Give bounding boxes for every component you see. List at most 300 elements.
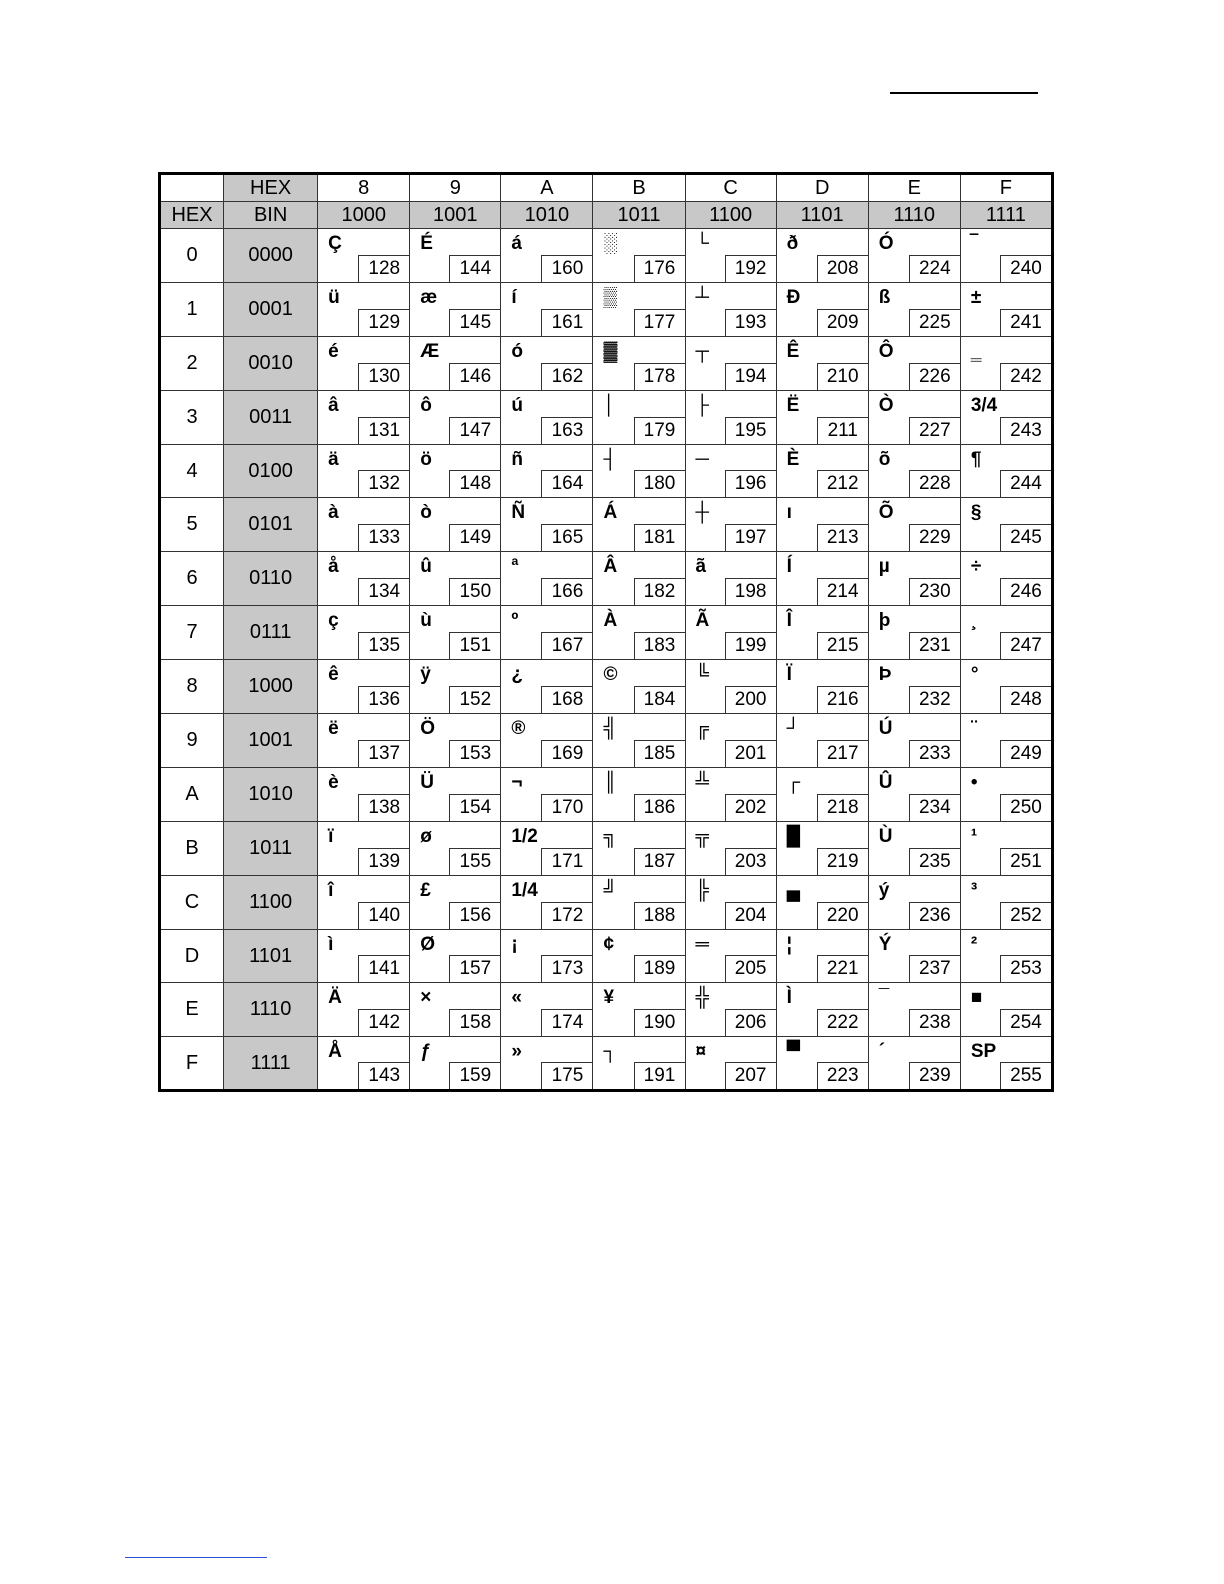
char-code: 150 (449, 578, 500, 605)
char-glyph: « (511, 987, 522, 1009)
char-code: 168 (541, 686, 592, 713)
char-cell (960, 606, 1052, 660)
char-code: 254 (1000, 1009, 1051, 1036)
char-cell (593, 1037, 685, 1091)
char-glyph: ì (328, 933, 334, 955)
char-code: 141 (358, 955, 409, 982)
char-glyph: ® (511, 718, 526, 740)
char-code: 184 (634, 686, 685, 713)
table-row (160, 336, 1053, 390)
char-glyph: þ (878, 610, 891, 632)
char-glyph: È (786, 448, 800, 470)
char-code: 160 (541, 255, 592, 282)
char-glyph: ³ (970, 879, 978, 901)
char-glyph: ï (328, 825, 334, 847)
row-hex: 5 (160, 498, 224, 552)
char-code: 229 (909, 524, 960, 551)
char-code: 232 (909, 686, 960, 713)
char-code: 209 (817, 309, 868, 336)
char-glyph: ´ (878, 1041, 886, 1063)
char-glyph: ° (970, 664, 979, 686)
char-glyph: ¥ (603, 987, 615, 1009)
char-cell (776, 229, 868, 283)
table-row (160, 875, 1053, 929)
char-code: 204 (725, 902, 776, 929)
char-glyph: Ñ (511, 502, 526, 524)
char-cell (960, 660, 1052, 714)
char-cell (776, 552, 868, 606)
char-cell (868, 714, 960, 768)
char-cell (410, 390, 501, 444)
char-code: 165 (541, 524, 592, 551)
char-cell (410, 229, 501, 283)
row-hex-label: HEX (160, 202, 224, 229)
char-cell (685, 875, 776, 929)
char-code: 253 (1000, 955, 1051, 982)
char-code: 208 (817, 255, 868, 282)
row-bin: 0000 (224, 229, 318, 283)
char-code: 138 (358, 794, 409, 821)
char-glyph: ý (878, 879, 890, 901)
char-code: 133 (358, 524, 409, 551)
char-code: 157 (449, 955, 500, 982)
char-code: 132 (358, 470, 409, 497)
char-glyph: Ü (420, 771, 434, 793)
char-cell (776, 767, 868, 821)
char-cell (685, 767, 776, 821)
char-glyph: ö (420, 448, 432, 470)
char-code: 134 (358, 578, 409, 605)
row-hex: 0 (160, 229, 224, 283)
char-glyph: ¦ (786, 933, 792, 955)
char-glyph: ┼ (695, 502, 709, 524)
char-code: 255 (1000, 1062, 1051, 1089)
char-glyph: ü (328, 286, 340, 308)
char-glyph: ð (786, 233, 799, 254)
char-cell (960, 1037, 1052, 1091)
row-hex: 1 (160, 282, 224, 336)
table-row (160, 767, 1053, 821)
char-glyph: ª (511, 556, 519, 578)
char-glyph: ▄ (786, 879, 801, 901)
char-cell (776, 282, 868, 336)
char-glyph: ╬ (695, 987, 709, 1009)
char-code: 233 (909, 740, 960, 767)
row-hex: 8 (160, 660, 224, 714)
row-hex: 3 (160, 390, 224, 444)
char-glyph: » (511, 1041, 522, 1063)
row-bin: 1110 (224, 983, 318, 1037)
char-glyph: ± (970, 286, 982, 308)
row-hex: E (160, 983, 224, 1037)
bin-label: BIN (224, 202, 318, 229)
char-cell (685, 1037, 776, 1091)
char-glyph: À (603, 610, 618, 632)
char-code: 131 (358, 417, 409, 444)
char-glyph: ç (328, 610, 339, 632)
char-code: 201 (725, 740, 776, 767)
char-cell (410, 660, 501, 714)
char-code: 143 (358, 1062, 409, 1089)
row-bin: 0110 (224, 552, 318, 606)
table-row (160, 444, 1053, 498)
char-glyph: Ê (786, 340, 800, 362)
char-glyph: ¶ (970, 448, 982, 470)
char-glyph: ß (878, 286, 891, 308)
char-cell (593, 714, 685, 768)
row-hex: D (160, 929, 224, 983)
char-glyph: Â (603, 556, 618, 578)
table-row (160, 282, 1053, 336)
row-bin: 0111 (224, 606, 318, 660)
char-cell (410, 282, 501, 336)
char-cell (501, 767, 593, 821)
column-hex: C (685, 174, 776, 202)
char-glyph: Ç (328, 233, 342, 254)
char-glyph: ¢ (603, 933, 615, 955)
char-cell (593, 767, 685, 821)
char-glyph: Á (603, 502, 618, 524)
char-cell (593, 444, 685, 498)
char-glyph: £ (420, 879, 431, 901)
char-cell (868, 444, 960, 498)
table-row (160, 821, 1053, 875)
char-code: 216 (817, 686, 868, 713)
char-code: 218 (817, 794, 868, 821)
char-cell (776, 498, 868, 552)
char-cell (501, 660, 593, 714)
table-row (160, 1037, 1053, 1091)
char-cell (776, 929, 868, 983)
char-cell (868, 498, 960, 552)
char-code: 237 (909, 955, 960, 982)
char-glyph: ú (511, 394, 523, 416)
char-cell (410, 875, 501, 929)
char-code: 211 (817, 417, 868, 444)
table-row (160, 552, 1053, 606)
char-glyph: ƒ (420, 1041, 431, 1063)
char-code: 205 (725, 955, 776, 982)
char-cell (685, 282, 776, 336)
char-code: 215 (817, 632, 868, 659)
char-cell (685, 498, 776, 552)
char-glyph: Ó (878, 233, 894, 254)
char-code: 194 (725, 363, 776, 390)
char-code: 139 (358, 848, 409, 875)
char-cell (593, 336, 685, 390)
char-code: 217 (817, 740, 868, 767)
char-cell (685, 229, 776, 283)
char-glyph: á (511, 233, 522, 254)
char-cell (593, 875, 685, 929)
char-glyph: ò (420, 502, 432, 524)
char-glyph: ¹ (970, 825, 978, 847)
char-code: 246 (1000, 578, 1051, 605)
char-code: 176 (634, 255, 685, 282)
char-glyph: SP (970, 1041, 997, 1063)
char-cell (593, 929, 685, 983)
row-bin: 0001 (224, 282, 318, 336)
char-cell (685, 821, 776, 875)
char-glyph: ║ (603, 771, 617, 793)
char-code: 203 (725, 848, 776, 875)
char-code: 171 (541, 848, 592, 875)
column-hex: E (868, 174, 960, 202)
char-cell (410, 606, 501, 660)
char-code: 162 (541, 363, 592, 390)
column-bin: 1010 (501, 202, 593, 229)
char-cell (685, 606, 776, 660)
char-cell (501, 282, 593, 336)
table-row (160, 390, 1053, 444)
column-bin: 1011 (593, 202, 685, 229)
char-glyph: µ (878, 556, 890, 578)
char-cell (868, 660, 960, 714)
char-code: 197 (725, 524, 776, 551)
char-cell (501, 1037, 593, 1091)
char-cell (685, 714, 776, 768)
char-glyph: ô (420, 394, 432, 416)
char-glyph: Õ (878, 502, 894, 524)
table-row (160, 929, 1053, 983)
char-cell (868, 1037, 960, 1091)
row-hex: 4 (160, 444, 224, 498)
table-row (160, 983, 1053, 1037)
char-code: 148 (449, 470, 500, 497)
char-code: 226 (909, 363, 960, 390)
char-glyph: Û (878, 771, 893, 793)
char-glyph: Ò (878, 394, 894, 416)
char-cell (593, 229, 685, 283)
char-code: 146 (449, 363, 500, 390)
char-glyph: © (603, 664, 618, 686)
char-cell (776, 714, 868, 768)
char-cell (593, 660, 685, 714)
char-code: 174 (541, 1009, 592, 1036)
char-code: 182 (634, 578, 685, 605)
char-code: 178 (634, 363, 685, 390)
char-code: 166 (541, 578, 592, 605)
char-cell (868, 552, 960, 606)
char-cell (960, 444, 1052, 498)
column-hex: B (593, 174, 685, 202)
column-hex: 9 (410, 174, 501, 202)
char-cell (960, 875, 1052, 929)
char-cell (410, 714, 501, 768)
char-glyph: ‗ (970, 340, 982, 362)
char-cell (501, 983, 593, 1037)
char-glyph: ÷ (970, 556, 982, 578)
char-cell (318, 875, 410, 929)
char-glyph: ¯ (878, 987, 890, 1009)
char-code: 179 (634, 417, 685, 444)
char-glyph: å (328, 556, 339, 578)
char-cell (776, 660, 868, 714)
char-code: 252 (1000, 902, 1051, 929)
char-code: 219 (817, 848, 868, 875)
char-cell (685, 336, 776, 390)
char-code: 137 (358, 740, 409, 767)
char-code: 189 (634, 955, 685, 982)
char-glyph: ▒ (603, 286, 617, 308)
row-bin: 1000 (224, 660, 318, 714)
column-hex: 8 (318, 174, 410, 202)
char-cell (960, 229, 1052, 283)
char-glyph: ¿ (511, 664, 523, 686)
char-glyph: Î (786, 610, 792, 632)
char-glyph: ø (420, 825, 432, 847)
char-cell (318, 229, 410, 283)
char-code: 191 (634, 1062, 685, 1089)
char-glyph: Ö (420, 718, 436, 740)
char-glyph: ░ (603, 233, 617, 254)
char-glyph: Ô (878, 340, 894, 362)
char-glyph: Ú (878, 718, 893, 740)
footer-link-underline (125, 1557, 267, 1558)
char-glyph: ┴ (695, 286, 709, 308)
char-cell (501, 606, 593, 660)
char-code: 185 (634, 740, 685, 767)
char-glyph: ╚ (695, 664, 709, 686)
char-code: 129 (358, 309, 409, 336)
char-glyph: æ (420, 286, 438, 308)
char-cell (318, 444, 410, 498)
char-cell (776, 390, 868, 444)
hex-label: HEX (224, 174, 318, 202)
table-row (160, 498, 1053, 552)
row-hex: A (160, 767, 224, 821)
char-glyph: ┘ (786, 718, 801, 740)
char-cell (776, 336, 868, 390)
char-cell (593, 282, 685, 336)
corner-cell (160, 174, 224, 202)
char-code: 228 (909, 470, 960, 497)
char-code: 221 (817, 955, 868, 982)
char-glyph: ‾ (970, 233, 978, 254)
char-cell (685, 983, 776, 1037)
char-cell (410, 983, 501, 1037)
char-code: 222 (817, 1009, 868, 1036)
row-bin: 1001 (224, 714, 318, 768)
char-cell (501, 390, 593, 444)
char-cell (685, 390, 776, 444)
char-code: 202 (725, 794, 776, 821)
char-code: 149 (449, 524, 500, 551)
row-hex: 7 (160, 606, 224, 660)
char-cell (868, 875, 960, 929)
char-code: 170 (541, 794, 592, 821)
char-glyph: × (420, 987, 432, 1009)
char-code: 206 (725, 1009, 776, 1036)
char-glyph: ù (420, 610, 432, 632)
char-cell (318, 660, 410, 714)
char-code: 145 (449, 309, 500, 336)
char-cell (501, 229, 593, 283)
char-code: 244 (1000, 470, 1051, 497)
char-cell (868, 767, 960, 821)
row-hex: 2 (160, 336, 224, 390)
char-code: 156 (449, 902, 500, 929)
char-cell (410, 929, 501, 983)
bin-header-row (160, 202, 1053, 229)
char-glyph: ▓ (603, 340, 618, 362)
char-code: 243 (1000, 417, 1051, 444)
char-cell (960, 767, 1052, 821)
char-cell (868, 821, 960, 875)
char-cell (868, 336, 960, 390)
char-glyph: â (328, 394, 339, 416)
column-hex: F (960, 174, 1052, 202)
table-row (160, 229, 1053, 283)
char-code: 128 (358, 255, 409, 282)
row-bin: 0011 (224, 390, 318, 444)
char-code: 210 (817, 363, 868, 390)
char-code: 251 (1000, 848, 1051, 875)
char-code: 172 (541, 902, 592, 929)
char-glyph: 1/4 (511, 879, 538, 901)
char-glyph: Ï (786, 664, 792, 686)
row-hex: B (160, 821, 224, 875)
char-glyph: Đ (786, 286, 801, 308)
char-glyph: └ (695, 233, 709, 254)
char-cell (410, 552, 501, 606)
char-code: 248 (1000, 686, 1051, 713)
char-cell (593, 983, 685, 1037)
char-code: 250 (1000, 794, 1051, 821)
char-code: 224 (909, 255, 960, 282)
char-glyph: Í (786, 556, 792, 578)
char-code: 147 (449, 417, 500, 444)
char-cell (501, 552, 593, 606)
char-cell (776, 821, 868, 875)
char-code: 152 (449, 686, 500, 713)
char-glyph: § (970, 502, 982, 524)
char-glyph: ä (328, 448, 339, 470)
char-cell (960, 390, 1052, 444)
char-glyph: í (511, 286, 517, 308)
row-bin: 1010 (224, 767, 318, 821)
char-cell (960, 498, 1052, 552)
char-cell (960, 336, 1052, 390)
char-glyph: █ (786, 825, 801, 847)
char-glyph: É (420, 233, 433, 254)
char-code: 199 (725, 632, 776, 659)
table-row (160, 660, 1053, 714)
char-cell (410, 767, 501, 821)
char-cell (776, 875, 868, 929)
char-code: 230 (909, 578, 960, 605)
char-glyph: ê (328, 664, 339, 686)
row-bin: 1011 (224, 821, 318, 875)
char-code: 164 (541, 470, 592, 497)
char-glyph: ¸ (970, 610, 978, 632)
char-glyph: õ (878, 448, 891, 470)
char-cell (318, 929, 410, 983)
char-code: 158 (449, 1009, 500, 1036)
char-code: 200 (725, 686, 776, 713)
char-code: 239 (909, 1062, 960, 1089)
char-code: 238 (909, 1009, 960, 1036)
char-glyph: ñ (511, 448, 523, 470)
char-glyph: 3/4 (970, 394, 998, 416)
header-rule (890, 92, 1038, 94)
char-code: 136 (358, 686, 409, 713)
char-glyph: ı (786, 502, 792, 524)
char-glyph: à (328, 502, 339, 524)
char-cell (501, 498, 593, 552)
char-cell (318, 282, 410, 336)
row-hex: F (160, 1037, 224, 1091)
